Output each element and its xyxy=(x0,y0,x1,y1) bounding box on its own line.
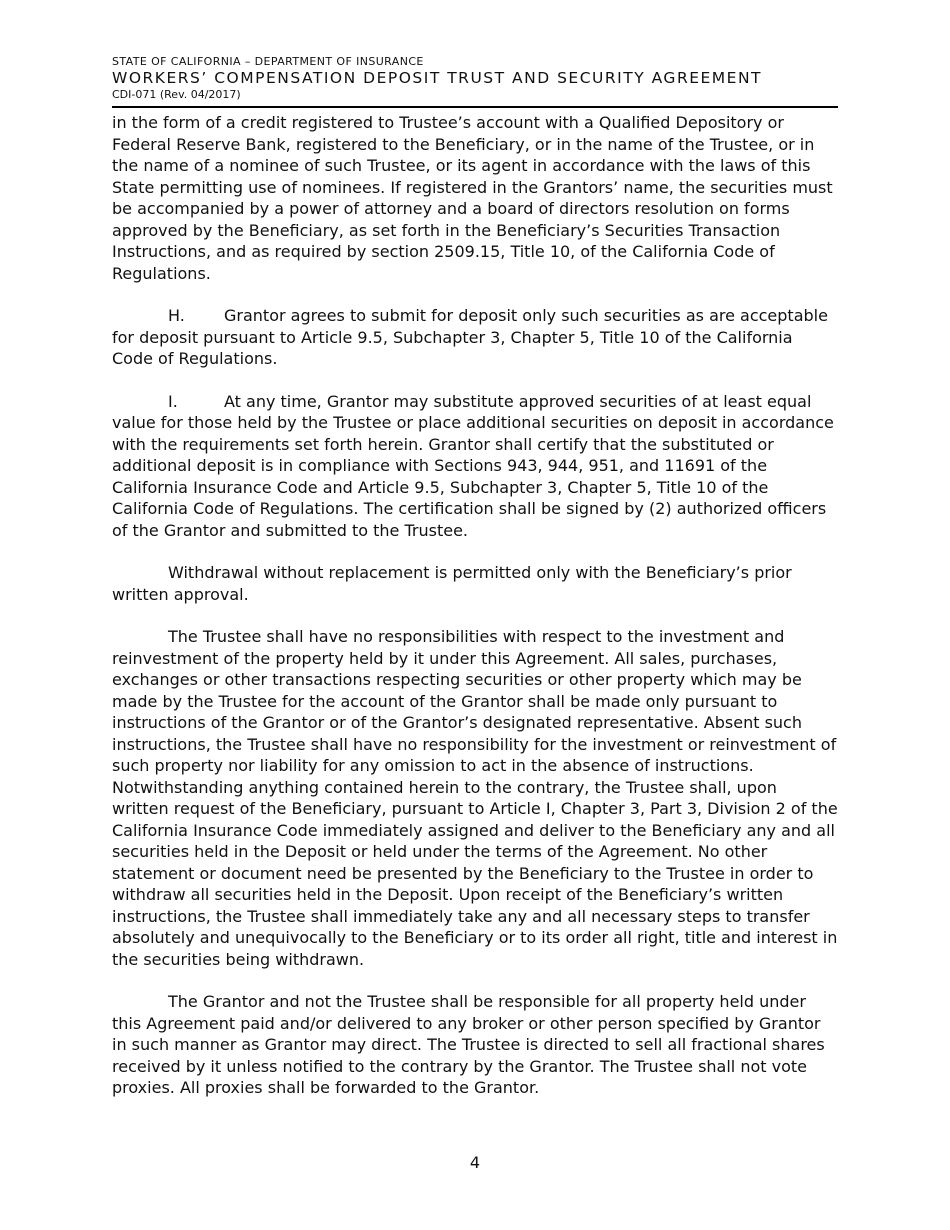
paragraph-grantor: The Grantor and not the Trustee shall be responsible for all property held under this Agreement paid and/or delivered to any broker or other person specified by Grantor in such manner as Grantor may direct. The Trustee is directed to sell all fractional shares received by it unless notified to the contrary by the Grantor. The Trustee shall not vote proxies. All proxies shall be forwarded to the Grantor. xyxy=(112,992,825,1097)
paragraph-h-label: H. xyxy=(168,306,185,325)
paragraph-i xyxy=(112,391,838,542)
header-rule xyxy=(112,106,838,108)
paragraph-withdrawal: Withdrawal without replacement is permitted only with the Beneficiary’s prior written approval. xyxy=(112,563,792,604)
page-number: 4 xyxy=(469,1153,481,1172)
paragraph-h-text: Grantor agrees to submit for deposit only such securities as are acceptable for deposit pursuant to Article 9.5, Subchapter 3, Chapter 5, Title 10 of the California Code of Regulations. xyxy=(112,306,828,368)
document-body xyxy=(112,112,838,1099)
document-page xyxy=(112,55,838,1120)
paragraph-h xyxy=(112,305,838,370)
header-title: WORKERS’ COMPENSATION DEPOSIT TRUST AND SECURITY AGREEMENT xyxy=(112,69,763,87)
header-form-number: CDI-071 (Rev. 04/2017) xyxy=(112,88,241,101)
paragraph-i-label: I. xyxy=(168,391,178,411)
paragraph-i-text: At any time, Grantor may substitute approved securities of at least equal value for those held by the Trustee or place additional securities on deposit in accordance with the requirements set forth herein. Grantor shall certify that the substituted or additional deposit is in compliance with Sections 943, 944, 951, and 11691 of the California Insurance Code and Article 9.5, Subchapter 3, Chapter 5, Title 10 of the California Code of Regulations. The certification shall be signed by (2) authorized officers of the Grantor and submitted to the Trustee. xyxy=(112,391,834,540)
paragraph-continuation: in the form of a credit registered to Trustee’s account with a Qualified Depository or Federal Reserve Bank, registered to the Beneficiary, or in the name of the Trustee, or in the name of a nominee of such Trustee, or its agent in accordance with the laws of this State permitting use of nominees. If registered in the Grantors’ name, the securities must be accompanied by a power of attorney and a board of directors resolution on forms approved by the Beneficiary, as set forth in the Beneficiary’s Securities Transaction Instructions, and as required by section 2509.15, Title 10, of the California Code of Regulations. xyxy=(112,113,833,283)
paragraph-trustee: The Trustee shall have no responsibilities with respect to the investment and reinvestment of the property held by it under this Agreement. All sales, purchases, exchanges or other transactions respecting securities or other property which may be made by the Trustee for the account of the Grantor shall be made only pursuant to instructions of the Grantor or of the Grantor’s designated representative. Absent such instructions, the Trustee shall have no responsibility for the investment or reinvestment of such property nor liability for any omission to act in the absence of instructions. Notwithstanding anything contained herein to the contrary, the Trustee shall, upon written request of the Beneficiary, pursuant to Article I, Chapter 3, Part 3, Division 2 of the California Insurance Code immediately assigned and deliver to the Beneficiary any and all securities held in the Deposit or held under the terms of the Agreement. No other statement or document need be presented by the Beneficiary to the Trustee in order to withdraw all securities held in the Deposit. Upon receipt of the Beneficiary’s written instructions, the Trustee shall immediately take any and all necessary steps to transfer absolutely and unequivocally to the Beneficiary or to its order all right, title and interest in the securities being withdrawn. xyxy=(112,627,838,969)
header-agency: STATE OF CALIFORNIA – DEPARTMENT OF INSURANCE xyxy=(112,55,424,68)
